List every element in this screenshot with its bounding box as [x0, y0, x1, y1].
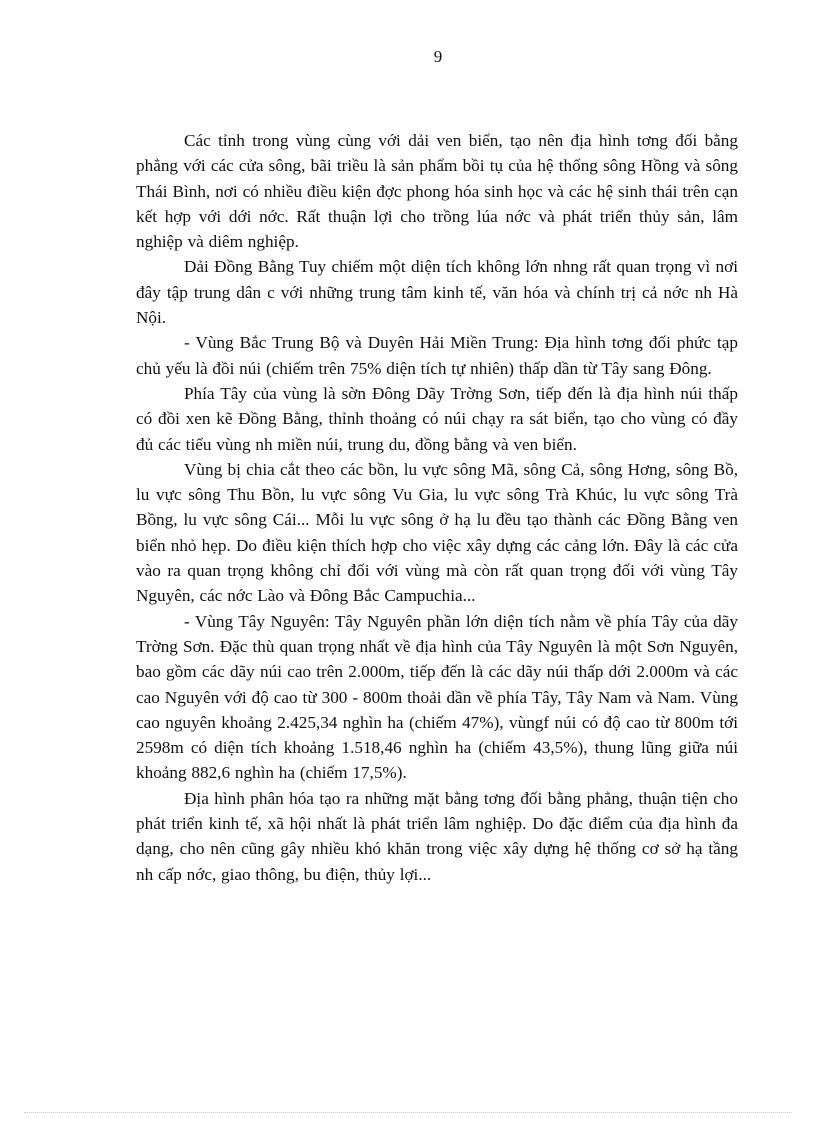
- page-number: 9: [433, 47, 443, 66]
- paragraph-2: Dải Đồng Bằng Tuy chiếm một diện tích không lớn nhng rất quan trọng vì nơi đây tập trung dân c với những trung tâm kinh tế, văn hóa và chính trị cả nớc nh Hà Nội.: [136, 257, 738, 328]
- paragraph-6: - Vùng Tây Nguyên: Tây Nguyên phần lớn diện tích nằm về phía Tây của dãy Trờng Sơn. Đặc thù quan trọng nhất về địa hình của Tây Nguyên là một Sơn Nguyên, bao gồm các dãy núi cao trên 2.000m, tiếp đến là các dãy núi thấp dới 2.000m và các cao Nguyên với độ cao từ 300 - 800m thoải dần về phía Tây, Tây Nam và Nam. Vùng cao nguyên khoảng 2.425,34 nghìn ha (chiếm 47%), vùngf núi có độ cao từ 800m tới 2598m có diện tích khoảng 1.518,46 nghìn ha (chiếm 43,5%), thung lũng giữa núi khoảng 882,6 nghìn ha (chiếm 17,5%).: [136, 611, 738, 783]
- paragraph-7: Địa hình phân hóa tạo ra những mặt bằng tơng đối bằng phẳng, thuận tiện cho phát triển kinh tế, xã hội nhất là phát triển lâm nghiệp. Do đặc điểm của địa hình đa dạng, cho nên cũng gây nhiều khó khăn trong việc xây dựng hệ thống cơ sở hạ tầng nh cấp nớc, giao thông, bu điện, thủy lợi...: [136, 788, 738, 884]
- paragraph-3: - Vùng Bắc Trung Bộ và Duyên Hải Miền Trung: Địa hình tơng đối phức tạp chủ yếu là đồi núi (chiếm trên 75% diện tích tự nhiên) thấp dần từ Tây sang Đông.: [136, 333, 738, 378]
- paragraph-4: Phía Tây của vùng là sờn Đông Dãy Trờng Sơn, tiếp đến là địa hình núi thấp có đồi xen kẽ Đồng Bằng, thỉnh thoảng có núi chạy ra sát biển, tạo cho vùng có đầy đủ các tiểu vùng nh miền núi, trung du, đồng bằng và ven biển.: [136, 383, 738, 454]
- paragraph-1: Các tỉnh trong vùng cùng với dải ven biển, tạo nên địa hình tơng đối bằng phẳng với các cửa sông, bãi triều là sản phẩm bồi tụ của hệ thống sông Hồng và sông Thái Bình, nơi có nhiều điều kiện đợc phong hóa sinh học và các hệ sinh thái trên cạn kết hợp với dới nớc. Rất thuận lợi cho trồng lúa nớc và phát triển thủy sản, lâm nghiệp và diêm nghiệp.: [136, 131, 738, 252]
- body-text: [136, 128, 738, 887]
- paragraph-5: Vùng bị chia cắt theo các bồn, lu vực sông Mã, sông Cả, sông Hơng, sông Bồ, lu vực sông Thu Bồn, lu vực sông Vu Gia, lu vực sông Trà Khúc, lu vực sông Trà Bồng, lu vực sông Cái... Mỗi lu vực sông ở hạ lu đều tạo thành các Đồng Bằng ven biển nhỏ hẹp. Do điều kiện thích hợp cho việc xây dựng các cảng lớn. Đây là các cửa vào ra quan trọng không chỉ đối với vùng mà còn rất quan trọng đối với vùng Tây Nguyên, các nớc Lào và Đông Bắc Campuchia...: [136, 459, 738, 606]
- page-bottom-divider: [24, 1112, 792, 1113]
